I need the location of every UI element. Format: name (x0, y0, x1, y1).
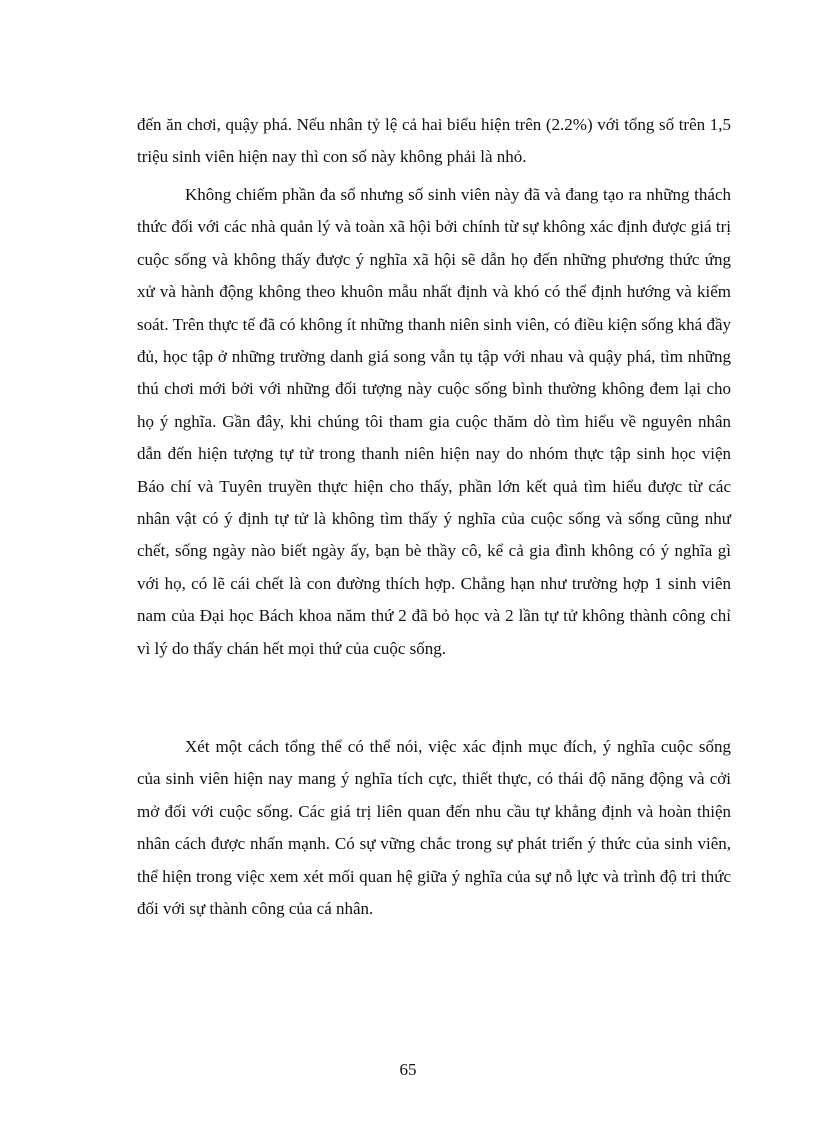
paragraph-text: Xét một cách tổng thể có thể nói, việc xác định mục đích, ý nghĩa cuộc sống của sinh viên hiện nay mang ý nghĩa tích cực, thiết thực, có thái độ năng động và cởi mở đối với cuộc sống. Các giá trị liên quan đến nhu cầu tự khẳng định và hoàn thiện nhân cách được nhấn mạnh. Có sự vững chắc trong sự phát triển ý thức của sinh viên, thể hiện trong việc xem xét mối quan hệ giữa ý nghĩa của sự nỗ lực và trình độ tri thức đối với sự thành công của cá nhân. (137, 737, 731, 919)
paragraph-text: đến ăn chơi, quậy phá. Nếu nhân tỷ lệ cả hai biểu hiện trên (2.2%) với tổng số trên 1,5 triệu sinh viên hiện nay thì con số này không phải là nhỏ. (137, 115, 731, 167)
paragraph-conclusion (137, 731, 731, 925)
paragraph-text: Không chiếm phần đa số nhưng số sinh viên này đã và đang tạo ra những thách thức đối với các nhà quản lý và toàn xã hội bởi chính từ sự không xác định được giá trị cuộc sống và không thấy được ý nghĩa xã hội sẽ dẫn họ đến những phương thức ứng xử và hành động không theo khuôn mẫu nhất định và khó có thể định hướng và kiểm soát. Trên thực tế đã có không ít những thanh niên sinh viên, có điều kiện sống khá đầy đủ, học tập ở những trường danh giá song vẫn tụ tập với nhau và quậy phá, tìm những thú chơi mới bởi với những đối tượng này cuộc sống bình thường không đem lại cho họ ý nghĩa. Gần đây, khi chúng tôi tham gia cuộc thăm dò tìm hiểu về nguyên nhân dẫn đến hiện tượng tự tử trong thanh niên hiện nay do nhóm thực tập sinh học viện Báo chí và Tuyên truyền thực hiện cho thấy, phần lớn kết quả tìm hiểu được từ các nhân vật có ý định tự tử là không tìm thấy ý nghĩa của cuộc sống và sống cũng như chết, sống ngày nào biết ngày ấy, bạn bè thầy cô, kể cả gia đình không có ý nghĩa gì với họ, có lẽ cái chết là con đường thích hợp. Chẳng hạn như trường hợp 1 sinh viên nam của Đại học Bách khoa năm thứ 2 đã bỏ học và 2 lần tự tử không thành công chỉ vì lý do thấy chán hết mọi thứ của cuộc sống. (137, 185, 731, 658)
page-number: 65 (399, 1060, 417, 1079)
paragraph-continuation (137, 109, 731, 174)
paragraph-body (137, 179, 731, 665)
